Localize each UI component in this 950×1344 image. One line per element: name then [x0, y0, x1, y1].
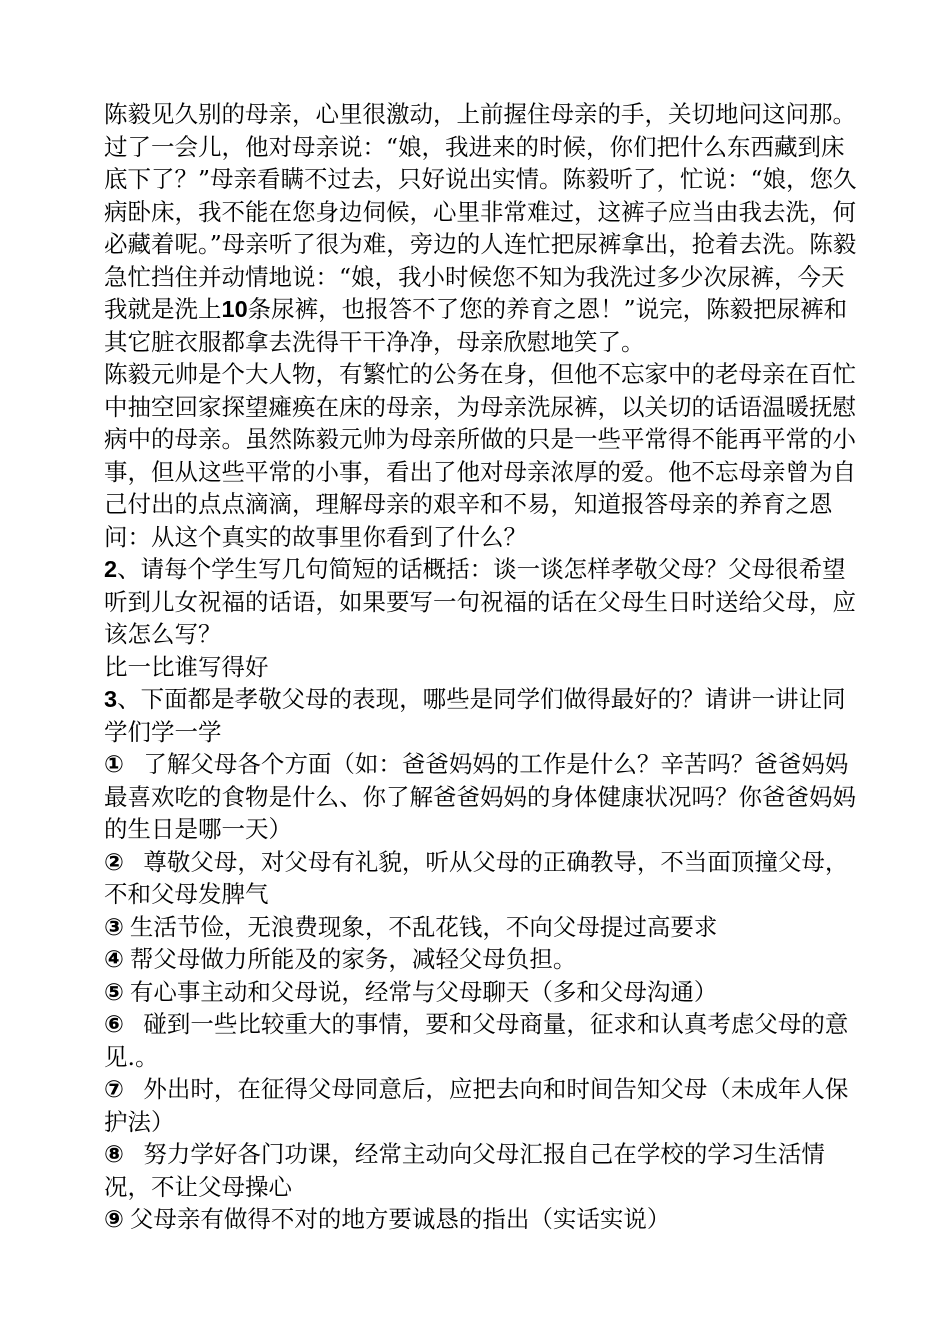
- list-item-text: 了解父母各个方面（如：爸爸妈妈的工作是什么？辛苦吗？爸爸妈妈最喜欢吃的食物是什么、你了解爸爸妈妈的身体健康状况吗？你爸爸妈妈的生日是哪一天）: [104, 750, 856, 843]
- list-item: [104, 1203, 864, 1236]
- list-item-text: 有心事主动和父母说，经常与父母聊天（多和父母沟通）: [129, 977, 718, 1006]
- list-item-text: 努力学好各门功课，经常主动向父母汇报自己在学校的学习生活情况，不让父母操心: [104, 1140, 825, 1201]
- question-2: [104, 553, 864, 651]
- list-item: [104, 976, 864, 1009]
- list-marker: ③: [104, 912, 124, 941]
- compare-line: 比一比谁写得好: [104, 652, 269, 681]
- list-item: [104, 748, 864, 846]
- list-item: [104, 846, 864, 911]
- list-marker: ⑥: [104, 1010, 124, 1038]
- list-marker: ②: [104, 847, 124, 876]
- story-question: 问：从这个真实的故事里你看到了什么？: [104, 522, 527, 551]
- list-marker: ⑨: [104, 1205, 124, 1233]
- list-marker: ④: [104, 945, 124, 973]
- story-text-1: 陈毅见久别的母亲，心里很激动，上前握住母亲的手，关切地问这问那。过了一会儿，他对母亲说：“娘，我进来的时候，你们把什么东西藏到床底下了？”母亲看瞒不过去，只好说出实情。陈毅听了，忙说：“娘，您久病卧床，我不能在您身边伺候，心里非常难过，这裤子应当由我去洗，何必藏着呢。”母亲听了很为难，旁边的人连忙把尿裤拿出，抢着去洗。陈毅急忙挡住并动情地说：“娘，我小时候您不知为我洗过多少次尿裤，今天我就是洗上: [104, 100, 857, 323]
- list-marker: ①: [104, 750, 124, 778]
- list-item-text: 碰到一些比较重大的事情，要和父母商量，征求和认真考虑父母的意见.。: [104, 1010, 849, 1071]
- list-item: [104, 911, 864, 944]
- story-paragraph-1: [104, 98, 864, 358]
- list-marker: ⑧: [104, 1140, 124, 1168]
- story-paragraph-2: 陈毅元帅是个大人物，有繁忙的公务在身，但他不忘家中的老母亲在百忙中抽空回家探望瘫痪在床的母亲，为母亲洗尿裤，以关切的话语温暖抚慰病中的母亲。虽然陈毅元帅为母亲所做的只是一些平常得不能再平常的小事，但从这些平常的小事，看出了他对母亲浓厚的爱。他不忘母亲曾为自己付出的点点滴滴，理解母亲的艰辛和不易，知道报答母亲的养育之恩: [104, 360, 856, 518]
- list-item-text: 尊敬父母，对父母有礼貌，听从父母的正确教导，不当面顶撞父母，不和父母发脾气: [104, 847, 849, 908]
- list-item-text: 外出时，在征得父母同意后，应把去向和时间告知父母（未成年人保护法）: [104, 1075, 849, 1136]
- list-item: [104, 1073, 864, 1138]
- list-item: [104, 1008, 864, 1073]
- list-marker: ⑤: [104, 977, 124, 1006]
- list-item-text: 帮父母做力所能及的家务，减轻父母负担。: [129, 945, 577, 973]
- story-number: 10: [221, 296, 248, 322]
- list-item: [104, 943, 864, 976]
- list-item-text: 父母亲有做得不对的地方要诚恳的指出（实话实说）: [129, 1205, 671, 1233]
- question-3: [104, 683, 864, 748]
- question-2-number: 2: [104, 556, 118, 582]
- story-text-1-end: 条尿裤，也报答不了您的养育之恩！”说完，陈毅把尿裤和其它脏衣服都拿去洗得干干净净，母亲欣慰地笑了。: [104, 295, 848, 356]
- list-item: [104, 1138, 864, 1203]
- question-3-number: 3: [104, 686, 118, 712]
- list-item-text: 生活节俭，无浪费现象，不乱花钱，不向父母提过高要求: [129, 912, 718, 941]
- question-2-text: 、请每个学生写几句简短的话概括：谈一谈怎样孝敬父母？父母很希望听到儿女祝福的话语，如果要写一句祝福的话在父母生日时送给父母，应该怎么写？: [104, 555, 856, 648]
- question-3-text: 、下面都是孝敬父母的表现，哪些是同学们做得最好的？请讲一讲让同学们学一学: [104, 685, 846, 746]
- list-marker: ⑦: [104, 1075, 124, 1103]
- document-body: [104, 98, 864, 1236]
